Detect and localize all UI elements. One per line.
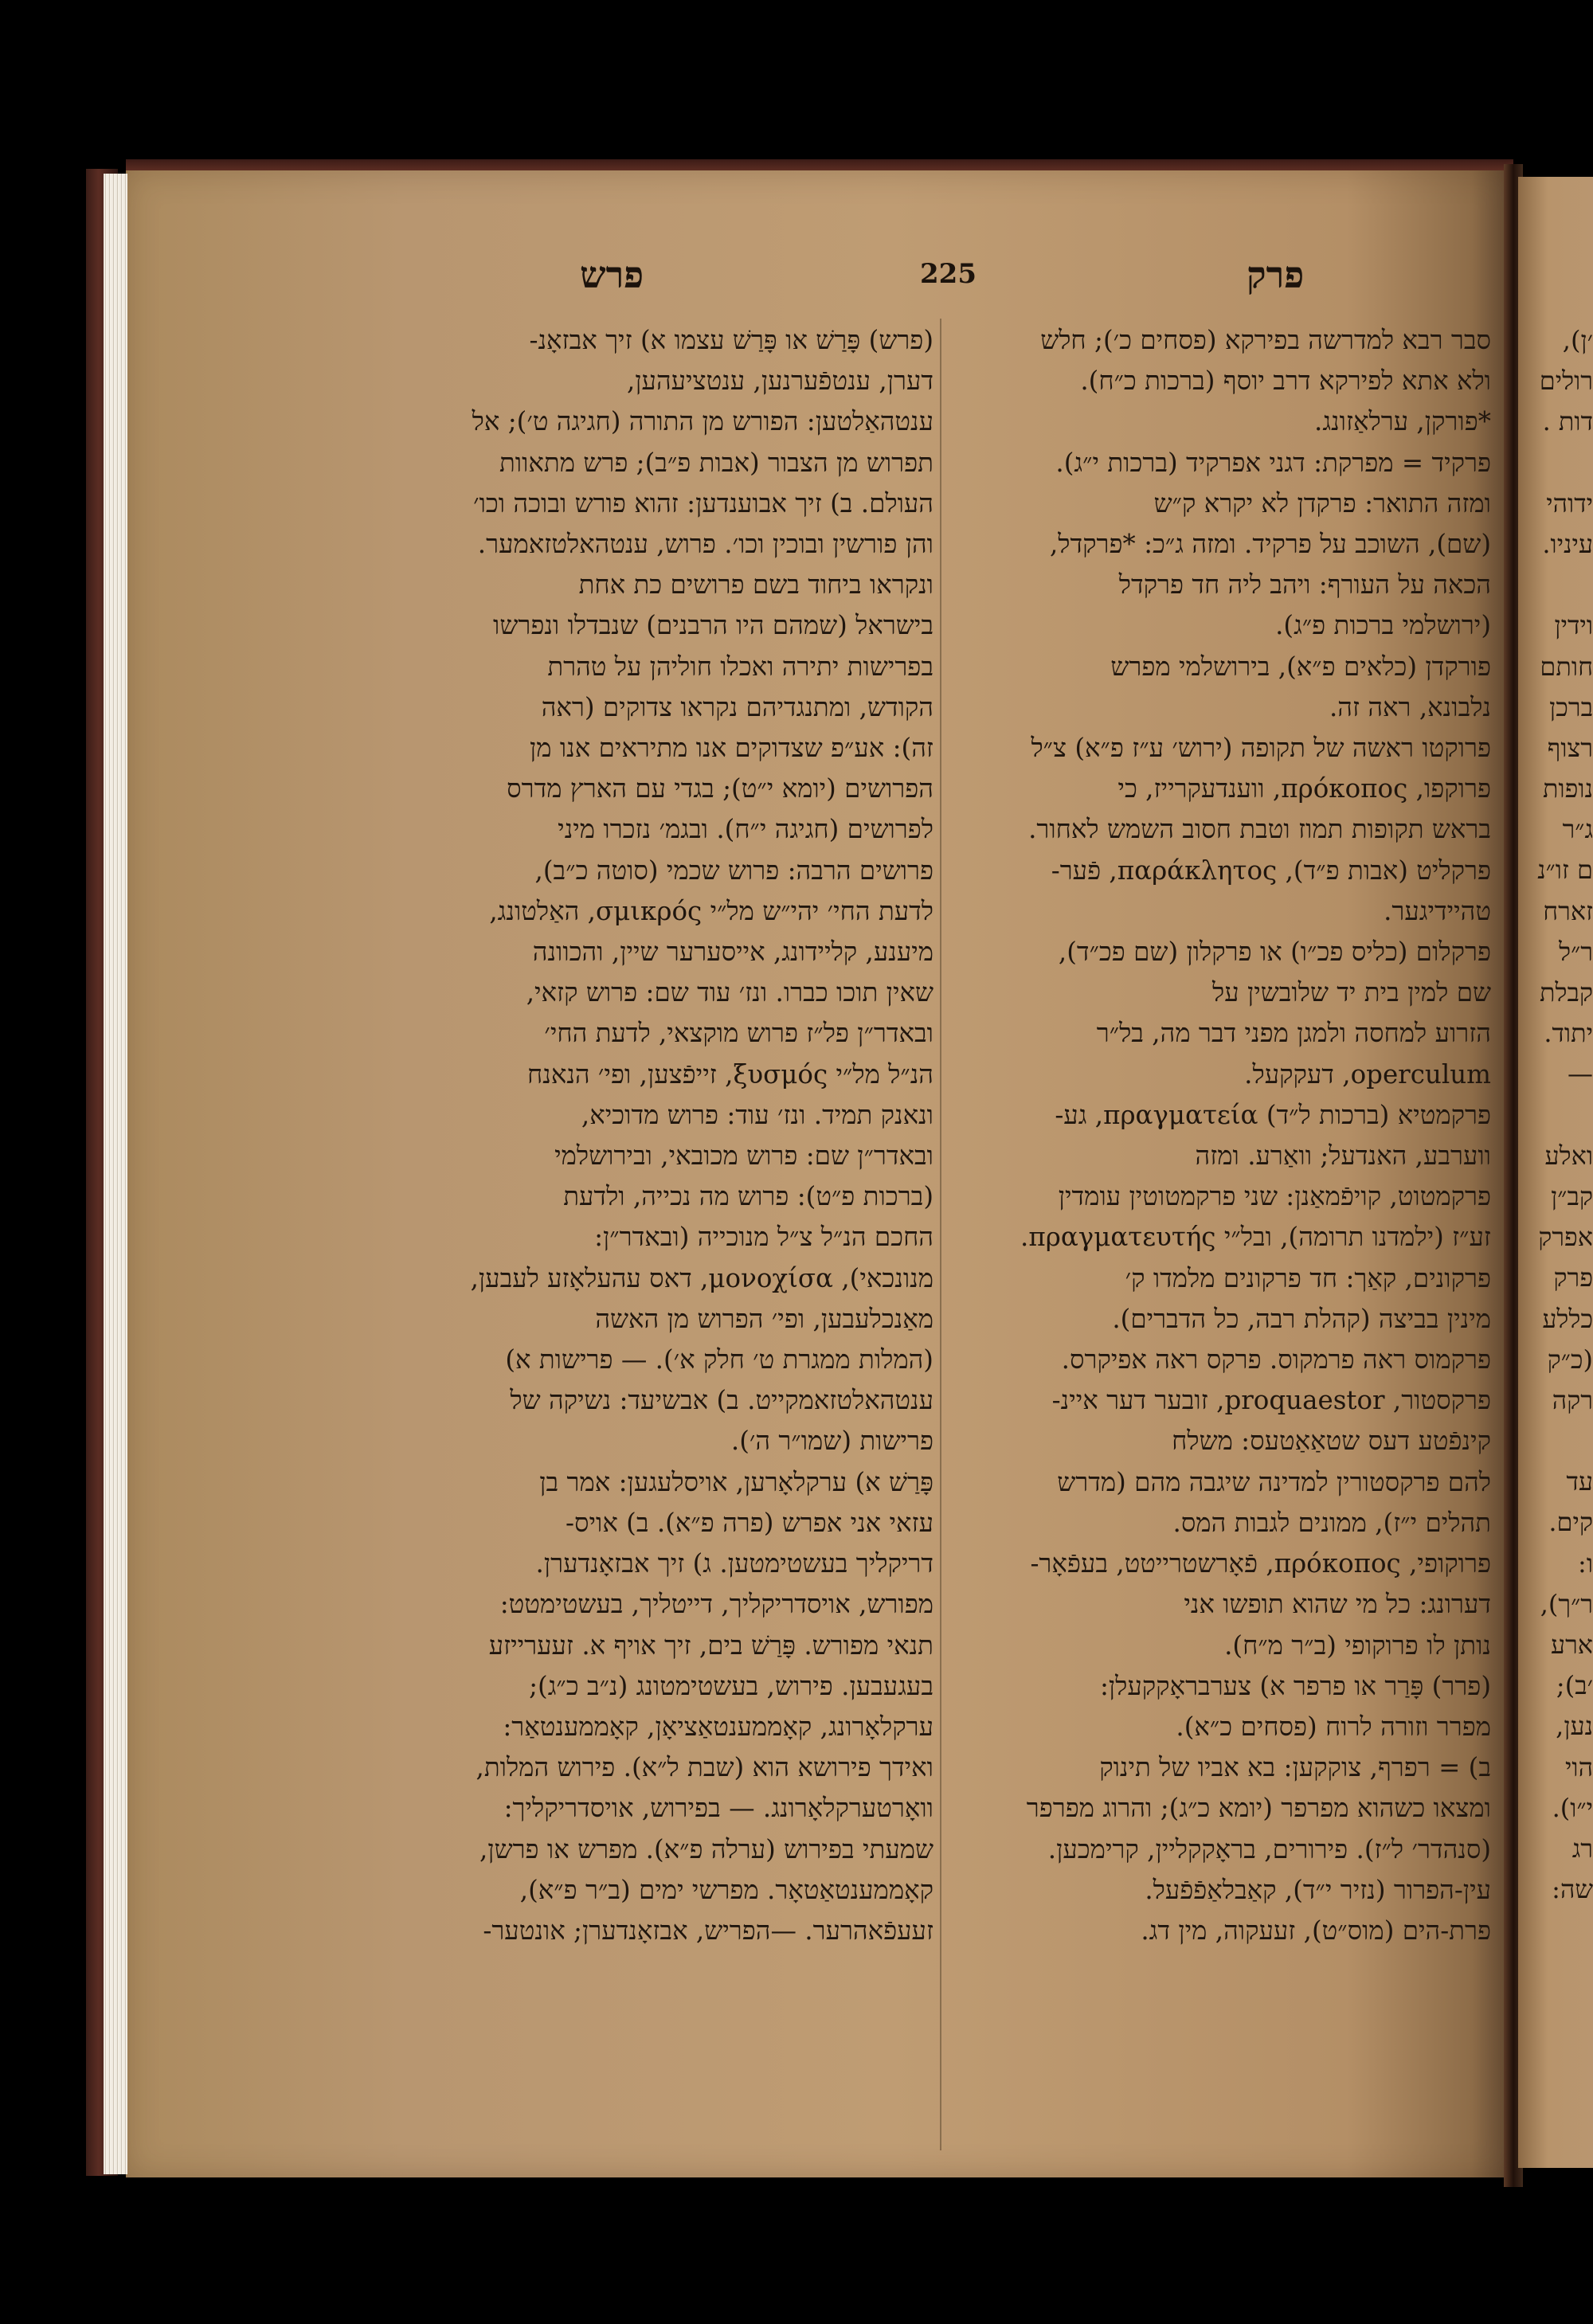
text-line: דערן, ענטפֿערנען, ענטציעהען,	[626, 366, 933, 397]
text-line: להם פרקסטורין למדינה שיגבה מהם (מדרש	[1057, 1466, 1491, 1497]
text-line: (כ״ק	[1547, 1344, 1593, 1375]
text-line: חותם	[1540, 651, 1593, 682]
text-line: ואידך פירושא הוא (שבת ל״א). פירוש המלות,	[476, 1752, 933, 1783]
text-line: פרקיד = מפרקת: דגני אפרקיד (ברכות י״ג).	[1055, 447, 1491, 478]
text-line: עד	[1566, 1466, 1593, 1497]
text-line: שם למין בית יד שלובשין על	[1212, 977, 1491, 1008]
text-line	[1526, 1095, 1593, 1136]
text-line: מפרר וזורה לרוח (פסחים כ״א).	[1176, 1711, 1491, 1742]
text-line: פרת-הים (מוס״ט), זעעקוה, מין דג.	[1141, 1915, 1491, 1946]
text-line: (סנהדר׳ ל״ז). פירורים, בראָקקליין, קרימכען.	[1047, 1833, 1491, 1864]
text-line: טהיידיגער.	[1384, 895, 1491, 926]
text-line: מפורש, אויסדריקליך, דייטליך, בעשטימטט:	[499, 1589, 933, 1620]
text-line: operculum, דעקקעל.	[1244, 1058, 1491, 1090]
text-line: ר״ך),	[1540, 1588, 1593, 1619]
text-line: דריקליך בעשטימטען. ג) זיך אבזאָנדערן.	[535, 1548, 933, 1579]
text-line: הנ״ל מל״י ξυσμός, זייפֿצען, ופי׳ הנאנח	[527, 1058, 933, 1090]
text-line: יתוד.	[1544, 1018, 1593, 1049]
text-line: נופות	[1542, 773, 1593, 804]
text-line: רולים	[1539, 366, 1593, 397]
text-line: (המלות ממגרת ט׳ חלק א׳). — פרישות א)	[505, 1344, 933, 1375]
running-head-right: פרק	[1247, 253, 1305, 296]
text-line: בישראל (שמהם היו הרבנים) שנבדלו ונפרשו	[493, 610, 933, 641]
text-line: ג״ר	[1562, 814, 1593, 845]
text-line: מינין בביצה (קהלת רבה, כל הדברים).	[1112, 1303, 1491, 1334]
text-line: וואָרטערקלאָרונג. — בפירוש, אויסדריקליך:	[503, 1793, 933, 1824]
text-line: החכם הנ״ל צ״ל מנוכייה (ובאדר״ן:	[594, 1222, 933, 1253]
text-line: רקה	[1552, 1384, 1593, 1415]
text-line: הקודש, ומתנגדיהם נקראו צדוקים (ראה	[541, 691, 933, 722]
text-line: פרוקטו ראשה של תקופה (ירוש׳ ע״ז פ״א) צ״ל	[1031, 733, 1491, 764]
text-line: קב״ן	[1551, 1180, 1593, 1211]
text-line: הזרוע למחסה ולמגן מפני דבר מה, בל״ר	[1096, 1018, 1491, 1049]
text-line: זע״ז (ילמדנו תרומה), ובל״י πραγματευτής.	[1020, 1222, 1491, 1253]
text-line: פרקמטיא (ברכות ל״ד) πραγματεία, גע-	[1055, 1099, 1491, 1130]
text-line: קאָממענטאַטאָר. מפרשי ימים (ב״ר פ״א),	[519, 1874, 933, 1905]
text-line: פרקונים, קאַך: חד פרקונים מלמדו ק׳	[1125, 1262, 1491, 1293]
text-line: ווערבע, האנדעל; וואַרע. ומזה	[1195, 1140, 1491, 1172]
text-line: פרישות (שמו״ר ה׳).	[730, 1426, 933, 1457]
text-line: נען,	[1556, 1711, 1593, 1742]
text-line: זה): אע״פ שצדוקים אנו מתיראים אנו מן	[529, 733, 933, 764]
text-line: ערקלאָרונג, קאָממענטאַציאָן, קאָממענטאַר:	[503, 1711, 933, 1742]
text-line: ר״ל	[1559, 936, 1593, 967]
right-column	[941, 320, 1491, 1951]
page-edges	[104, 174, 127, 2174]
text-line: *פורקן, ערלאַזונג.	[1314, 406, 1491, 437]
text-line: י״ו).	[1552, 1792, 1593, 1823]
text-line	[1526, 443, 1593, 483]
text-line: נלבונא, ראה זה.	[1329, 691, 1491, 722]
text-line: והן פורשין ובוכין וכו׳. פרוש, ענטהאלטזאמער.	[477, 529, 933, 560]
text-line: בראש תקופות תמוז וטבת חסוב השמש לאחור.	[1028, 814, 1491, 845]
text-line: תפרוש מן הצבור (אבות פ״ב); פרש מתאוות	[499, 447, 933, 478]
text-line: נותן לו פרוקופי (ב״ר מ״ח).	[1224, 1630, 1491, 1661]
text-line: רצוף	[1547, 732, 1593, 763]
text-line: פרושים הרבה: פרוש שכמי (סוטה כ״ב),	[534, 855, 933, 886]
text-line	[1526, 1421, 1593, 1461]
text-line: ומצאו כשהוא מפרפר (יומא כ״ג); והרוג מפרפר	[1026, 1793, 1491, 1824]
text-line: ברכן	[1549, 691, 1593, 722]
left-column	[392, 320, 933, 1951]
text-line: שאין תוכו כברו. ונז׳ עוד שם: פרוש קזאי,	[526, 977, 933, 1008]
text-line: לדעת החי׳ יהי״ש מל״י σμικρός, האַלטונג,	[489, 895, 933, 926]
text-line: —	[1568, 1058, 1593, 1090]
text-line: בפרישות יתירה ואכלו חוליהן על טהרת	[547, 651, 933, 682]
text-line: ונקראו ביחוד בשם פרושים כת אחת	[578, 569, 933, 601]
text-line: הכאה על העורף: ויהב ליה חד פרקדל	[1118, 569, 1491, 601]
text-line: תהלים י״ז), ממונים לגבות המס.	[1172, 1507, 1491, 1538]
text-line: ׳ן),	[1562, 325, 1593, 355]
text-line: פורקדן (כלאים פ״א), בירושלמי מפרש	[1110, 651, 1491, 682]
text-line: פרק	[1553, 1262, 1593, 1293]
text-line: עזאי אני אפרש (פרה פ״א). ב) אויס-	[566, 1507, 933, 1538]
text-line: שה:	[1552, 1874, 1593, 1905]
text-line: (פרש) פָּרַשׁ או פָּרַשׁ עצמו א) זיך אבזאָנ-	[529, 325, 933, 355]
text-line: לפרושים (חגיגה י״ח). ובגמ׳ נזכרו מיני	[558, 814, 933, 845]
text-line: ענטהאַלטען: הפורש מן התורה (חגיגה ט׳); אל	[472, 406, 933, 437]
text-line: ומזה התואר: פרקדן לא יקרא ק״ש	[1153, 487, 1491, 518]
text-line: זארח	[1543, 895, 1593, 926]
text-line: עין-הפרור (נזיר י״ד), קאַבלאַפֿפֿעל.	[1145, 1874, 1491, 1905]
text-line: וידין	[1554, 610, 1593, 641]
text-line: תנאי מפורש. פָּרַשׁ בים, זיך אויף א. זעערייזע	[488, 1630, 933, 1661]
text-line: כללע	[1542, 1303, 1593, 1334]
text-line: (ירושלמי ברכות פ״ג).	[1275, 610, 1491, 641]
text-line	[1526, 565, 1593, 605]
text-line: (ברכות פ״ט): פרוש מה נכייה, ולדעת	[563, 1181, 933, 1212]
text-line: עיניו.	[1542, 528, 1593, 559]
text-line: ובאדר״ן שם: פרוש מכובאי, ובירושלמי	[554, 1140, 933, 1172]
text-line: ארע	[1550, 1630, 1593, 1660]
running-head-left: פרש	[580, 253, 644, 296]
text-line: קים.	[1548, 1507, 1593, 1538]
text-line: קינפֿטע דעס שטאַאַטעס: משלח	[1172, 1426, 1491, 1457]
text-line: בעגעבען. פירוש, בעשטימטונג (נ״ב כ״ג);	[529, 1670, 933, 1701]
text-line: ובאדר״ן פל״ז פרוש מוקצאי, לדעת החי׳	[544, 1018, 933, 1049]
text-line: (פרר) פָּרַר או פרפר א) צערבראָקקעלן:	[1099, 1670, 1491, 1701]
text-line: פרוקופי, πρόκοπος, פֿאָרשטרייטט, בעפֿאָר-	[1030, 1548, 1491, 1579]
text-line: פרקמוס ראה פרמקוס. פרקס ראה אפיקרס.	[1061, 1344, 1491, 1375]
text-line: ולא אתא לפירקא דרב יוסף (ברכות כ״ח).	[1080, 366, 1491, 397]
text-line: ב) = רפרף, צוקקען: בא אביו של תינוק	[1099, 1752, 1491, 1783]
text-line: דות .	[1542, 406, 1593, 437]
text-line: ונאנק תמיד. ונז׳ עוד: פרוש מדוכיא,	[581, 1099, 933, 1130]
text-line: שמעתי בפירוש (ערלה פ״א). מפרש או פרשן,	[479, 1833, 933, 1864]
page-number: 225	[920, 258, 977, 290]
text-line: (שם), השוכב על פרקיד. ומזה ג״כ: *פרקדל,	[1049, 529, 1491, 560]
text-line: העולם. ב) זיך אבוענדען: זהוא פורש ובוכה וכו׳	[473, 487, 933, 518]
text-line: פרקמטוט, קויפֿמאַנן: שני פרקמטוטין עומדין	[1058, 1181, 1491, 1212]
text-line: פרקליט (אבות פ״ד), παράκλητος, פֿער-	[1051, 855, 1491, 886]
text-line: הוי	[1565, 1751, 1593, 1782]
text-line: סבר רבא למדרשה בפירקא (פסחים כ׳); חלש	[1040, 325, 1491, 355]
text-line: ידוהי	[1546, 487, 1593, 518]
text-line: ם זו״נ	[1537, 855, 1593, 886]
text-line: אפרק	[1538, 1222, 1593, 1253]
text-line: ו:	[1578, 1547, 1593, 1579]
text-line: מאַנכלעבען, ופי׳ הפרוש מן האשה	[595, 1303, 933, 1334]
facing-page-text-fragment	[1526, 320, 1593, 1910]
text-line: פרוקפו, πρόκοπος, ווענדעקרייז, כי	[1117, 773, 1491, 804]
text-line: מיענע, קליידונג, אייסערער שיין, והכוונה	[532, 937, 933, 968]
text-line: רג	[1571, 1833, 1593, 1864]
text-line: פרקסטור, proquaestor, זובער דער איינ-	[1051, 1385, 1491, 1416]
text-line: ענטהאלטזאמקייט. ב) אבשיעד: נשיקה של	[510, 1385, 933, 1416]
text-line: מנונכאי), μονοχίσα, דאס עהעלאָזע לעבען,	[470, 1262, 933, 1293]
text-line: זעעפֿאהרער. —הפריש, אבזאָנדערן; אונטער-	[483, 1915, 933, 1946]
text-line: הפרושים (יומא י״ט); בגדי עם הארץ מדרס	[507, 773, 933, 804]
text-line: פרקלום (כליס פכ״ו) או פרקלון (שם פכ״ד),	[1058, 937, 1491, 968]
text-line: קבלת	[1539, 977, 1593, 1007]
text-line: דערונג: כל מי שהוא תופשו אני	[1184, 1589, 1491, 1620]
text-line: פָּרַשׁ א) ערקלאָרען, אויסלעגען: אמר בן	[539, 1466, 933, 1497]
text-line: ואלע	[1544, 1140, 1593, 1171]
text-line: ׳ב);	[1556, 1670, 1593, 1701]
